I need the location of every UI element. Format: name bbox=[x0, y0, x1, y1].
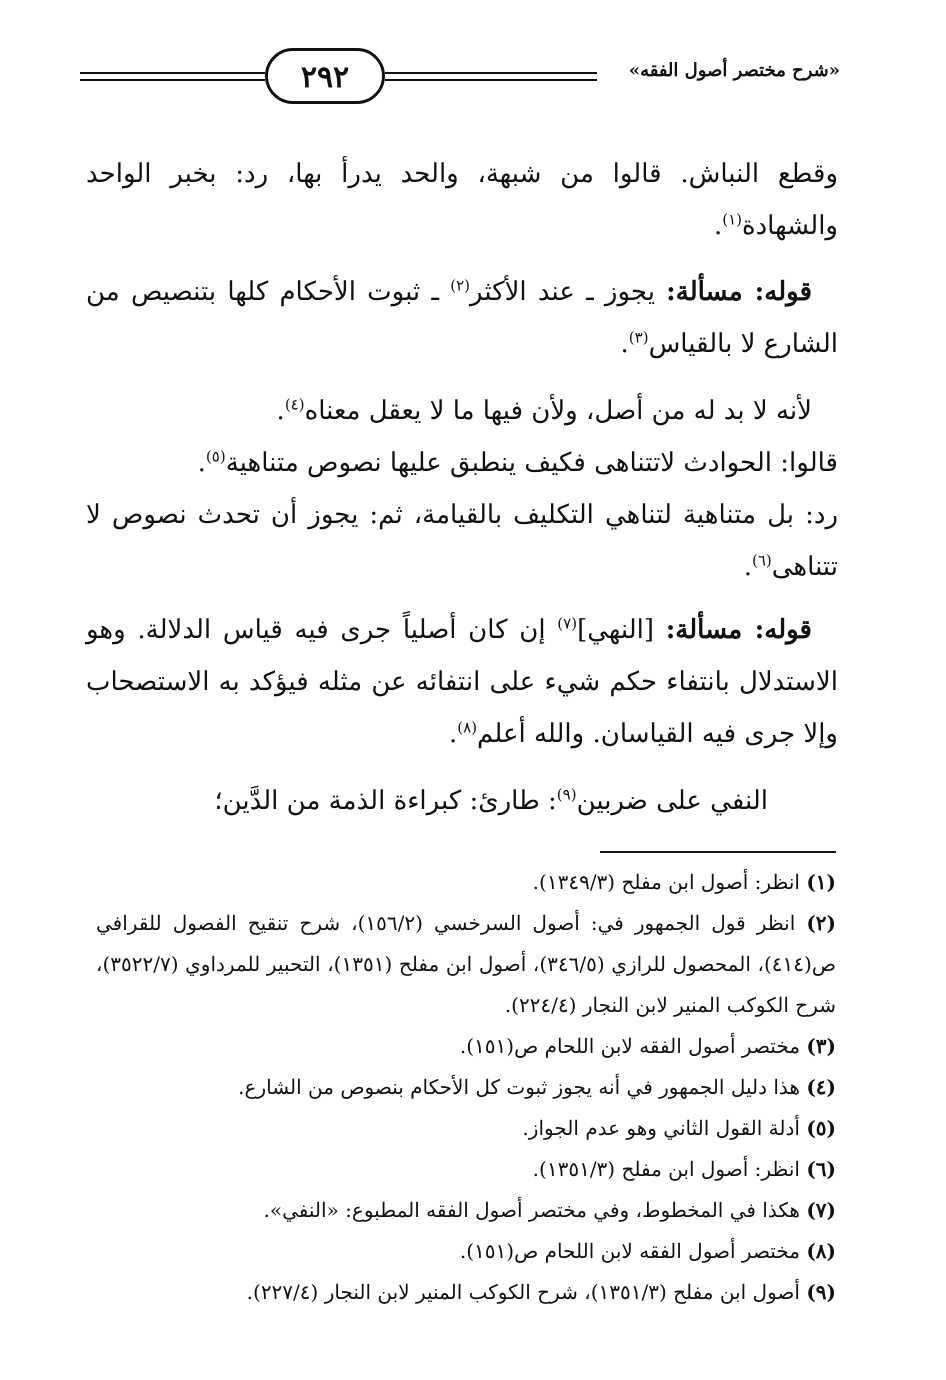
header-rule-right-top bbox=[385, 72, 597, 74]
footnote-1: (١) انظر: أصول ابن مفلح (١٣٤٩/٣). bbox=[532, 870, 836, 894]
header-rule-left-bottom bbox=[80, 79, 265, 81]
paragraph-2: قوله: مسألة: يجوز ـ عند الأكثر$^{(٢)}$ ـ ثبوت الأحكام كلها بتنصيص من الشارع لا بالقياس$^{(٣)}$. bbox=[86, 276, 838, 359]
p2-text-b: ـ ثبوت الأحكام كلها بتنصيص من الشارع لا بالقياس bbox=[86, 277, 838, 359]
header-rule-right-bottom bbox=[385, 79, 597, 81]
footnote-ref-2: (٢) bbox=[450, 276, 471, 295]
p7-text-a: النفي على ضربين bbox=[576, 786, 768, 816]
p1-text: وقطع النباش. قالوا من شبهة، والحد يدرأ بها، رد: بخبر الواحد والشهادة bbox=[86, 159, 838, 241]
footnote-3: (٣) مختصر أصول الفقه لابن اللحام ص(١٥١). bbox=[459, 1034, 836, 1058]
page-header bbox=[80, 48, 840, 118]
p6-text-b: إن كان أصلياً جرى فيه قياس الدلالة. وهو الاستدلال بانتفاء حكم شيء على انتفائه عن مثله فيؤكد به الاستصحاب وإلا جرى فيه القياسان. والله أعلم bbox=[86, 615, 838, 749]
footnote-ref-1: (١) bbox=[722, 210, 742, 229]
p6-text-a: [النهي] bbox=[577, 615, 666, 645]
p6-lead: قوله: مسألة: bbox=[665, 615, 812, 645]
paragraph-1: وقطع النباش. قالوا من شبهة، والحد يدرأ بها، رد: بخبر الواحد والشهادة$^{(١)}$. bbox=[86, 159, 838, 241]
p7-text-b: : طارئ: كبراءة الذمة من الدَّين؛ bbox=[214, 786, 557, 816]
footnote-4: (٤) هذا دليل الجمهور في أنه يجوز ثبوت كل الأحكام بنصوص من الشارع. bbox=[238, 1075, 836, 1099]
paragraph-5 bbox=[86, 775, 838, 827]
footnote-2: (٢) انظر قول الجمهور في: أصول السرخسي (١٥٦/٢)، شرح تنقيح الفصول للقرافي ص(٤١٤)، المحصول للرازي (٣٤٦/٥)، أصول ابن مفلح (١٣٥١)، التحبير للمرداوي (٣٥٢٢/٧)، شرح الكوكب المنير لابن النجار (٢٢٤/٤). bbox=[96, 911, 837, 1017]
footnote-ref-4: (٤) bbox=[284, 395, 305, 414]
footnote-ref-5: (٥) bbox=[205, 447, 226, 466]
p2-lead: قوله: مسألة: bbox=[666, 277, 813, 307]
page-number: ٢٩٢ bbox=[265, 48, 385, 104]
footnote-divider bbox=[600, 851, 836, 853]
paragraph-3: لأنه لا بد له من أصل، ولأن فيها ما لا يعقل معناه$^{(٤)}$. قالوا: الحوادث لاتتناهى فكيف ينطبق عليها نصوص متناهية$^{(٥)}$. رد: بل متناهية لتناهي التكليف بالقيامة، ثم: يجوز أن تحدث نصوص لا تتناهى$^{(٦)}$. bbox=[86, 395, 838, 582]
footnote-ref-8: (٨) bbox=[457, 718, 478, 737]
footnote-6: (٦) انظر: أصول ابن مفلح (١٣٥١/٣). bbox=[532, 1157, 836, 1181]
footnote-ref-7: (٧) bbox=[557, 614, 578, 633]
p3-text: لأنه لا بد له من أصل، ولأن فيها ما لا يعقل معناه bbox=[304, 396, 812, 426]
header-rule-left-top bbox=[80, 72, 265, 74]
p2-text-a: يجوز ـ عند الأكثر bbox=[470, 277, 667, 307]
p5-text: رد: بل متناهية لتناهي التكليف بالقيامة، ثم: يجوز أن تحدث نصوص لا تتناهى bbox=[86, 500, 838, 582]
footnote-ref-3: (٣) bbox=[628, 328, 649, 347]
footnote-ref-9: (٩) bbox=[556, 785, 577, 804]
footnotes bbox=[96, 862, 836, 1313]
p4-text: قالوا: الحوادث لاتتناهى فكيف ينطبق عليها نصوص متناهية bbox=[225, 448, 838, 478]
footnote-9: (٩) أصول ابن مفلح (١٣٥١/٣)، شرح الكوكب المنير لابن النجار (٢٢٧/٤). bbox=[246, 1280, 836, 1304]
running-title: «شرح مختصر أصول الفقه» bbox=[628, 60, 840, 81]
footnote-ref-6: (٦) bbox=[751, 551, 772, 570]
footnote-5: (٥) أدلة القول الثاني وهو عدم الجواز. bbox=[522, 1116, 836, 1140]
footnote-7: (٧) هكذا في المخطوط، وفي مختصر أصول الفقه المطبوع: «النفي». bbox=[263, 1198, 836, 1222]
footnote-8: (٨) مختصر أصول الفقه لابن اللحام ص(١٥١). bbox=[459, 1239, 836, 1263]
paragraph-4: قوله: مسألة: [النهي]$^{(٧)}$ إن كان أصلياً جرى فيه قياس الدلالة. وهو الاستدلال بانتفاء حكم شيء على انتفائه عن مثله فيؤكد به الاستصحاب وإلا جرى فيه القياسان. والله أعلم$^{(٨)}$. bbox=[86, 614, 838, 749]
